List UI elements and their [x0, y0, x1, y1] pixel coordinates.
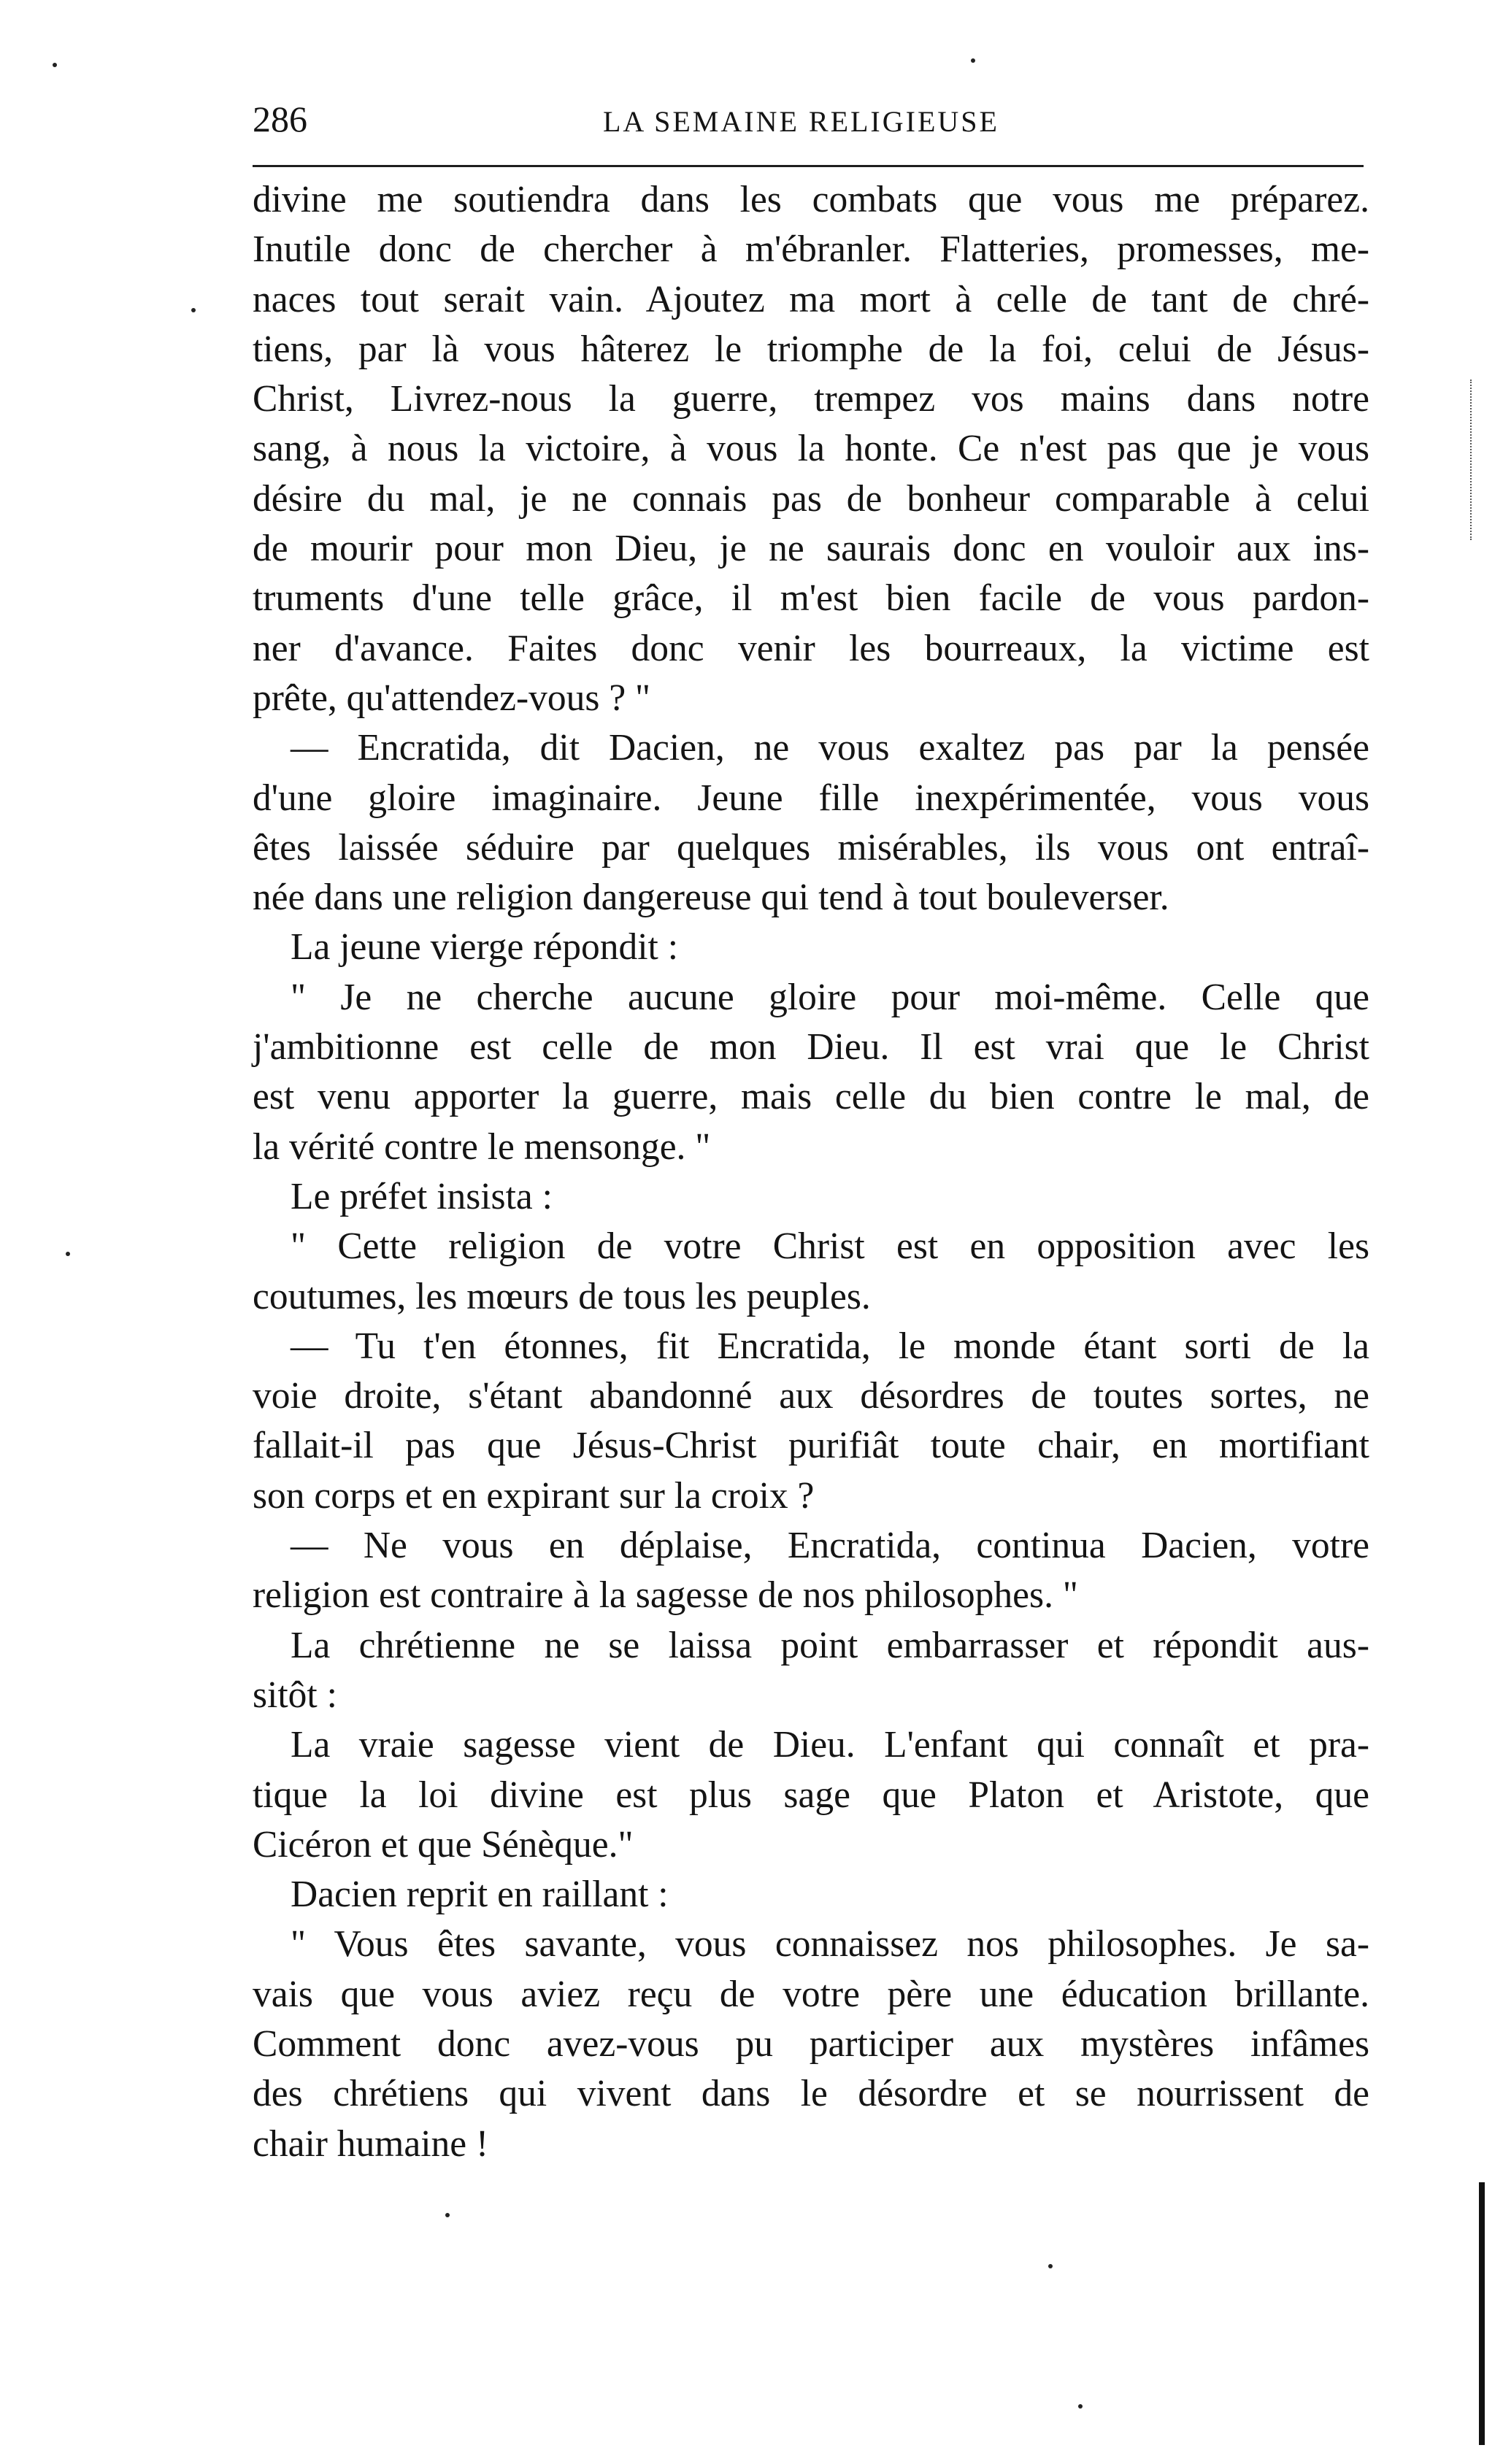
text-line: j'ambitionne est celle de mon Dieu. Il est vrai que le Christ — [253, 1026, 1369, 1069]
text-line: sitôt : — [253, 1674, 337, 1716]
text-line: de mourir pour mon Dieu, je ne saurais donc en vouloir aux ins- — [253, 528, 1369, 570]
text-line: La vraie sagesse vient de Dieu. L'enfant qui connaît et pra- — [291, 1724, 1369, 1766]
text-line: Christ, Livrez-nous la guerre, trempez vos mains dans notre — [253, 378, 1369, 420]
text-line: son corps et en expirant sur la croix ? — [253, 1474, 815, 1517]
text-line: tiens, par là vous hâterez le triomphe de la foi, celui de Jésus- — [253, 328, 1369, 370]
scan-speck — [1078, 2404, 1083, 2409]
scan-speck — [1048, 2264, 1053, 2268]
header-rule — [253, 165, 1364, 167]
text-line: — Tu t'en étonnes, fit Encratida, le monde étant sorti de la — [291, 1325, 1369, 1367]
text-line: voie droite, s'étant abandonné aux désordres de toutes sortes, ne — [253, 1375, 1369, 1417]
text-line: vais que vous aviez reçu de votre père une éducation brillante. — [253, 1973, 1369, 2015]
text-line: " Vous êtes savante, vous connaissez nos philosophes. Je sa- — [291, 1923, 1369, 1966]
text-line: naces tout serait vain. Ajoutez ma mort à celle de tant de chré- — [253, 278, 1369, 320]
text-line: chair humaine ! — [253, 2122, 489, 2165]
body-text — [253, 175, 1369, 2169]
text-line: ner d'avance. Faites donc venir les bourreaux, la victime est — [253, 627, 1369, 669]
text-line: Comment donc avez-vous pu participer aux mystères infâmes — [253, 2022, 1369, 2065]
scan-speck — [191, 308, 196, 312]
text-line: prête, qu'attendez-vous ? " — [253, 677, 651, 719]
text-line: La chrétienne ne se laissa point embarrasser et répondit aus- — [291, 1624, 1369, 1666]
text-line: Inutile donc de chercher à m'ébranler. Flatteries, promesses, me- — [253, 228, 1369, 271]
text-line: Le préfet insista : — [291, 1175, 553, 1217]
text-line: — Ne vous en déplaise, Encratida, continua Dacien, votre — [291, 1525, 1369, 1567]
scan-speck — [445, 2213, 450, 2217]
text-line: divine me soutiendra dans les combats que vous me préparez. — [253, 179, 1369, 220]
text-line: fallait-il pas que Jésus-Christ purifiât toute chair, en mortifiant — [253, 1425, 1369, 1467]
text-line: née dans une religion dangereuse qui tend à tout bouleverser. — [253, 877, 1169, 919]
text-line: Dacien reprit en raillant : — [291, 1874, 669, 1916]
text-line: " Je ne cherche aucune gloire pour moi-même. Celle que — [291, 976, 1369, 1018]
page-header — [253, 93, 1362, 145]
text-line: " Cette religion de votre Christ est en opposition avec les — [291, 1225, 1369, 1268]
text-line: est venu apporter la guerre, mais celle du bien contre le mal, de — [253, 1076, 1369, 1118]
text-line: êtes laissée séduire par quelques misérables, ils vous ont entraî- — [253, 826, 1369, 869]
text-line: coutumes, les mœurs de tous les peuples. — [253, 1275, 871, 1317]
text-line: truments d'une telle grâce, il m'est bien facile de vous pardon- — [253, 577, 1369, 620]
running-title: LA SEMAINE RELIGIEUSE — [603, 105, 999, 138]
text-line: la vérité contre le mensonge. " — [253, 1125, 711, 1168]
margin-dotted-mark — [1470, 380, 1473, 540]
text-line: tique la loi divine est plus sage que Platon et Aristote, que — [253, 1774, 1369, 1816]
page-number: 286 — [253, 99, 307, 139]
scan-speck — [53, 63, 57, 67]
text-line: — Encratida, dit Dacien, ne vous exaltez pas par la pensée — [291, 727, 1369, 769]
scan-speck — [971, 58, 975, 63]
text-line: sang, à nous la victoire, à vous la honte. Ce n'est pas que je vous — [253, 428, 1369, 470]
text-line: religion est contraire à la sagesse de nos philosophes. " — [253, 1574, 1078, 1617]
scan-speck — [66, 1252, 70, 1256]
text-line: d'une gloire imaginaire. Jeune fille inexpérimentée, vous vous — [253, 777, 1369, 819]
text-line: des chrétiens qui vivent dans le désordre et se nourrissent de — [253, 2073, 1369, 2115]
text-line: Cicéron et que Sénèque." — [253, 1823, 634, 1866]
text-line: désire du mal, je ne connais pas de bonheur comparable à celui — [253, 477, 1369, 520]
margin-scan-bar — [1479, 2182, 1485, 2445]
text-line: La jeune vierge répondit : — [291, 926, 679, 969]
